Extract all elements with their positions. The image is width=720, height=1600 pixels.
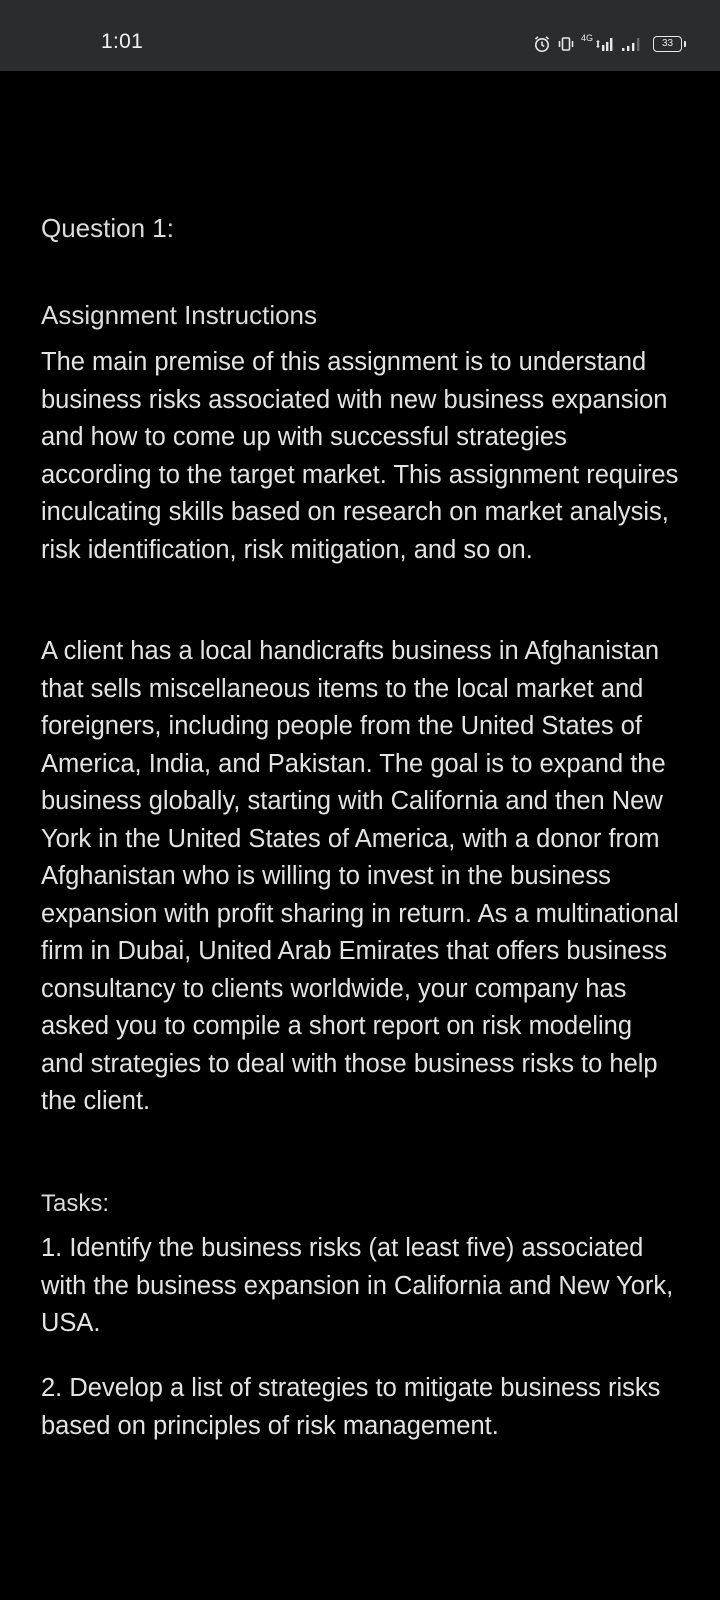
section-heading: Assignment Instructions — [41, 300, 318, 330]
tasks-heading: Tasks: — [41, 1190, 110, 1217]
task-item: 1. Identify the business risks (at least five) associated with the business expansion in California and New York, USA. — [41, 1234, 674, 1337]
signal-icon-2 — [621, 36, 643, 52]
status-icons — [533, 33, 682, 55]
signal-icon — [595, 36, 615, 52]
paragraph: The main premise of this assignment is to understand business risks associated with new business expansion and how to come up with successful strategies according to the target market. This assignment requires inculcating skills based on research on market analysis, risk identification, risk mitigation, and so on. — [41, 348, 679, 564]
vibrate-icon — [557, 35, 575, 53]
paragraph: A client has a local handicrafts business in Afghanistan that sells miscellaneous items to the local market and foreigners, including people from the United States of America, India, and Pakistan. The goal is to expand the business globally, starting with California and then New York in the United States of America, with a donor from Afghanistan who is willing to invest in the business expansion with profit sharing in return. As a multinational firm in Dubai, United Arab Emirates that offers business consultancy to clients worldwide, your company has asked you to compile a short report on risk modeling and strategies to deal with those business risks to help the client. — [41, 637, 679, 1115]
question-title: Question 1: — [41, 213, 174, 243]
status-bar — [0, 0, 720, 71]
status-time: 1:01 — [101, 30, 144, 53]
battery-level: 33 — [661, 38, 674, 49]
network-type-label: 4G — [580, 32, 593, 43]
alarm-icon — [533, 35, 551, 53]
battery-icon — [653, 36, 682, 52]
task-item: 2. Develop a list of strategies to mitigate business risks based on principles of risk management. — [41, 1374, 661, 1440]
